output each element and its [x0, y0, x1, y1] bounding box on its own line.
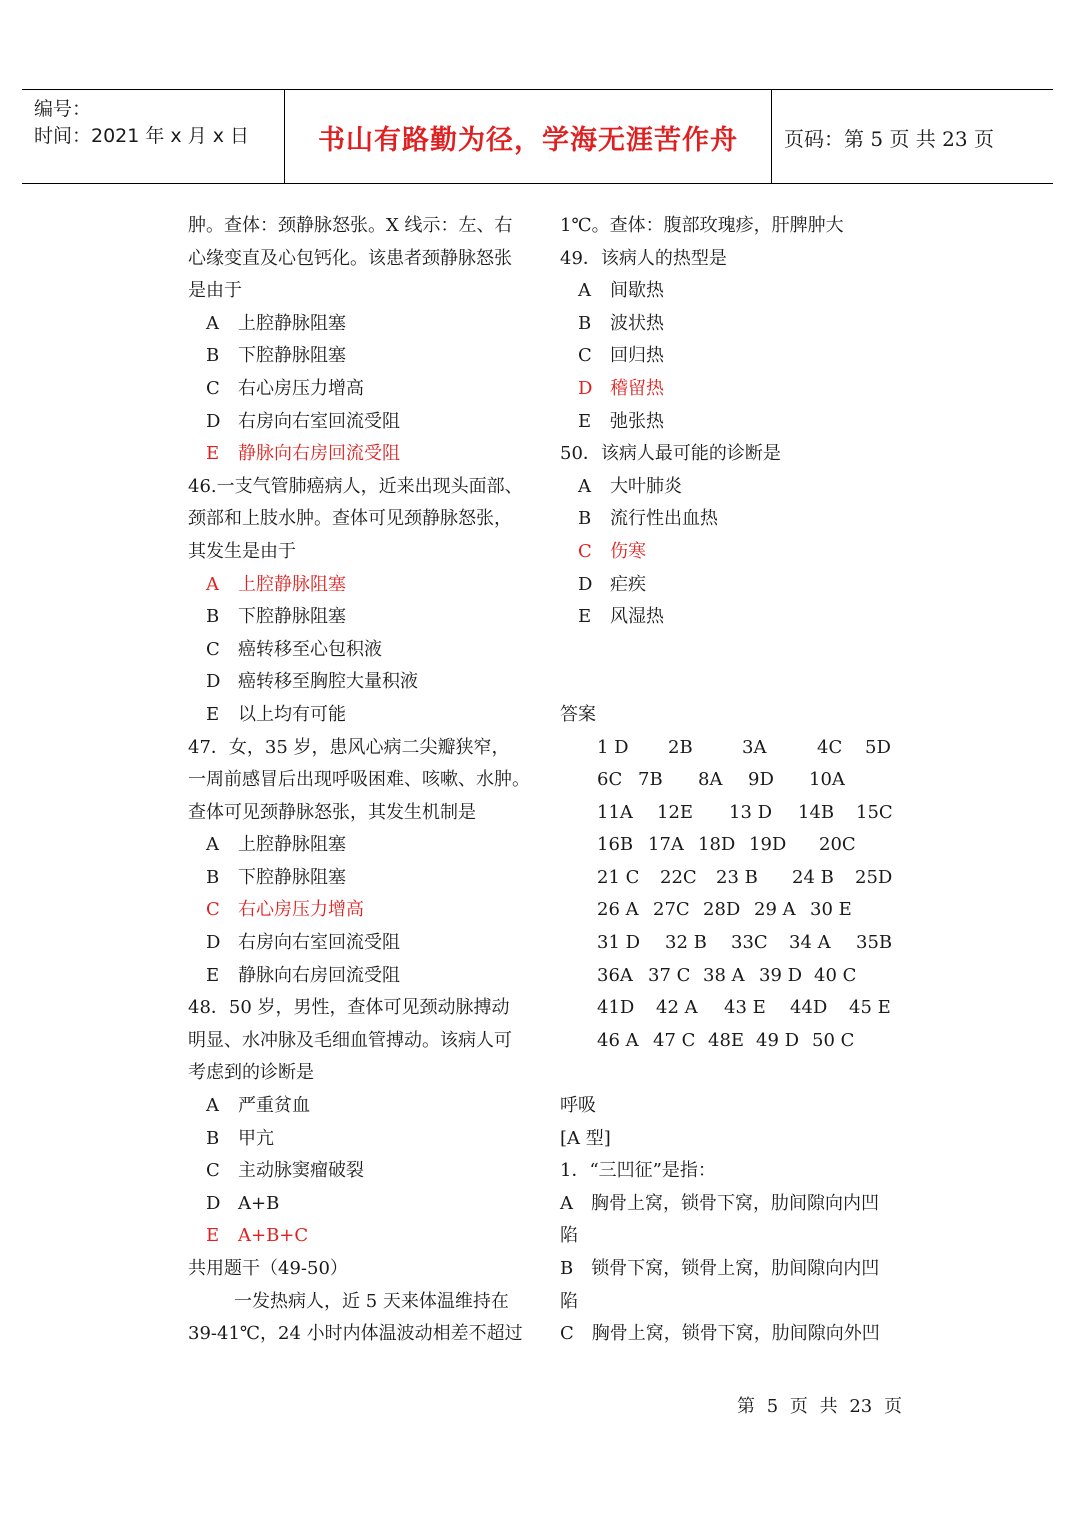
answer-cell: 41D	[597, 997, 635, 1019]
answer-row	[560, 797, 900, 830]
option-a-correct: A 上腔静脉阻塞	[206, 573, 346, 595]
option-c: C 回归热	[578, 345, 664, 367]
answer-row	[560, 894, 900, 927]
answer-cell: 25D	[855, 866, 893, 888]
right-column	[560, 210, 900, 1351]
option-b: B 甲亢	[206, 1127, 274, 1149]
option-e: E 风湿热	[578, 606, 664, 628]
option-b: B 下腔静脉阻塞	[206, 345, 346, 367]
motto-text: 书山有路勤为径，学海无涯苦作舟	[318, 125, 738, 156]
answer-cell: 7B	[638, 769, 663, 791]
option-line: 陷	[560, 1290, 578, 1312]
option-b: B 流行性出血热	[578, 508, 718, 530]
answer-cell: 19D	[749, 834, 787, 856]
answer-cell: 42 A	[656, 997, 698, 1019]
option-a: A 上腔静脉阻塞	[206, 834, 346, 856]
question-46: 46.一支气管肺癌病人，近来出现头面部、	[188, 475, 523, 497]
answer-cell: 5D	[865, 736, 891, 758]
answer-cell: 2B	[668, 736, 693, 758]
option-b: B 下腔静脉阻塞	[206, 606, 346, 628]
answer-cell: 43 E	[724, 997, 766, 1019]
answer-cell: 12E	[657, 801, 694, 823]
answer-cell: 34 A	[789, 932, 831, 954]
answer-cell: 32 B	[665, 932, 707, 954]
answer-cell: 37 C	[648, 964, 691, 986]
answer-cell: 26 A	[597, 899, 639, 921]
time-label: 时间：2021 年 x 月 x 日	[34, 125, 250, 147]
answer-cell: 20C	[819, 834, 856, 856]
answer-cell: 8A	[698, 769, 723, 791]
answer-cell: 4C	[817, 736, 843, 758]
question-text-line: 一周前感冒后出现呼吸困难、咳嗽、水肿。	[188, 769, 530, 791]
question-text-line: 明显、水冲脉及毛细血管搏动。该病人可	[188, 1029, 512, 1051]
option-c: C 右心房压力增高	[206, 377, 364, 399]
answer-cell: 14B	[798, 801, 835, 823]
answer-cell: 22C	[660, 866, 697, 888]
option-c-correct: C 右心房压力增高	[206, 899, 364, 921]
question-text-line: 其发生是由于	[188, 540, 296, 562]
answer-cell: 36A	[597, 964, 633, 986]
option-d: D A+B	[206, 1192, 280, 1214]
option-a: A 严重贫血	[206, 1095, 310, 1117]
answer-cell: 38 A	[703, 964, 745, 986]
question-text-line: 是由于	[188, 280, 242, 302]
page-header	[22, 89, 1053, 184]
header-page-cell	[772, 90, 1053, 183]
option-e: E 静脉向右房回流受阻	[206, 964, 400, 986]
answer-cell: 13 D	[729, 801, 773, 823]
answer-cell: 44D	[790, 997, 828, 1019]
stem-line: 1℃。查体：腹部玫瑰疹，肝脾肿大	[560, 215, 844, 236]
option-a: A 上腔静脉阻塞	[206, 312, 346, 334]
option-e-correct: E A+B+C	[206, 1225, 309, 1247]
answer-cell: 10A	[809, 769, 845, 791]
answer-cell: 50 C	[812, 1029, 855, 1051]
answer-cell: 45 E	[849, 997, 891, 1019]
option-b: B 波状热	[578, 312, 664, 334]
answer-row	[560, 862, 900, 895]
header-motto-cell	[285, 90, 772, 183]
answer-cell: 46 A	[597, 1029, 639, 1051]
answer-cell: 21 C	[597, 866, 640, 888]
answer-cell: 3A	[742, 736, 767, 758]
option-a: A 间歇热	[578, 280, 664, 302]
option-d-correct: D 稽留热	[578, 377, 664, 399]
answer-cell: 27C	[653, 899, 690, 921]
stem-line: 一发热病人，近 5 天来体温维持在	[234, 1290, 509, 1312]
answer-cell: 24 B	[792, 866, 834, 888]
option-d: D 右房向右室回流受阻	[206, 410, 400, 432]
answer-cell: 47 C	[653, 1029, 696, 1051]
option-c-correct: C 伤寒	[578, 540, 646, 562]
type-label: [A 型]	[560, 1127, 611, 1149]
answer-cell: 9D	[748, 769, 774, 791]
option-c: C 癌转移至心包积液	[206, 638, 382, 660]
answer-cell: 35B	[856, 932, 893, 954]
option-e-correct: E 静脉向右房回流受阻	[206, 443, 400, 465]
answer-cell: 23 B	[716, 866, 758, 888]
question-text-line: 肿。查体：颈静脉怒张。X 线示：左、右	[188, 215, 513, 236]
answer-cell: 31 D	[597, 932, 641, 954]
answer-row	[560, 960, 900, 993]
answer-title: 答案	[560, 703, 596, 725]
question-47: 47．女，35 岁，患风心病二尖瓣狭窄，	[188, 736, 510, 758]
page-code: 页码：第 5 页 共 23 页	[784, 127, 994, 151]
option-e: E 以上均有可能	[206, 703, 346, 725]
answer-cell: 33C	[731, 932, 768, 954]
stem-line: 39-41℃，24 小时内体温波动相差不超过	[188, 1323, 523, 1345]
answer-cell: 1 D	[597, 736, 629, 758]
answer-cell: 11A	[597, 801, 633, 823]
answer-cell: 17A	[648, 834, 684, 856]
answer-cell: 18D	[698, 834, 736, 856]
question-50: 50．该病人最可能的诊断是	[560, 443, 781, 465]
answer-row	[560, 764, 900, 797]
answer-row	[560, 732, 900, 765]
question-49: 49．该病人的热型是	[560, 247, 727, 269]
answer-row	[560, 1025, 900, 1058]
question-text-line: 考虑到的诊断是	[188, 1062, 314, 1084]
option-line: A 胸骨上窝，锁骨下窝，肋间隙向内凹	[560, 1192, 879, 1214]
answer-cell: 39 D	[759, 964, 803, 986]
answer-row	[560, 992, 900, 1025]
answer-cell: 28D	[703, 899, 741, 921]
answer-cell: 6C	[597, 769, 623, 791]
option-d: D 右房向右室回流受阻	[206, 932, 400, 954]
option-c: C 主动脉窦瘤破裂	[206, 1160, 364, 1182]
question-text-line: 查体可见颈静脉怒张，其发生机制是	[188, 801, 476, 823]
section-title: 呼吸	[560, 1095, 596, 1117]
answer-cell: 16B	[597, 834, 634, 856]
question-48: 48．50 岁，男性，查体可见颈动脉搏动	[188, 997, 510, 1019]
option-e: E 弛张热	[578, 410, 664, 432]
option-line: B 锁骨下窝，锁骨上窝，肋间隙向内凹	[560, 1258, 880, 1279]
shared-stem-title: 共用题干（49-50）	[188, 1258, 348, 1279]
option-d: D 疟疾	[578, 573, 646, 595]
number-label: 编号：	[34, 98, 92, 120]
option-d: D 癌转移至胸腔大量积液	[206, 671, 418, 693]
option-b: B 下腔静脉阻塞	[206, 866, 346, 888]
answer-cell: 30 E	[810, 899, 852, 921]
answer-cell: 48E	[708, 1029, 745, 1051]
answer-cell: 40 C	[814, 964, 857, 986]
question-text-line: 心缘变直及心包钙化。该患者颈静脉怒张	[188, 247, 512, 269]
question-1: 1．“三凹征”是指：	[560, 1160, 716, 1182]
question-text-line: 颈部和上肢水肿。查体可见颈静脉怒张，	[188, 508, 512, 530]
answer-row	[560, 829, 900, 862]
option-line: C 胸骨上窝，锁骨下窝，肋间隙向外凹	[560, 1323, 880, 1345]
option-line: 陷	[560, 1225, 578, 1247]
left-column	[188, 210, 528, 1351]
answer-cell: 15C	[856, 801, 893, 823]
answer-cell: 29 A	[754, 899, 796, 921]
option-a: A 大叶肺炎	[578, 475, 682, 497]
page-footer: 第 5 页 共 23 页	[737, 1396, 902, 1417]
answer-cell: 49 D	[756, 1029, 800, 1051]
header-meta-cell	[22, 90, 285, 183]
answer-row	[560, 927, 900, 960]
